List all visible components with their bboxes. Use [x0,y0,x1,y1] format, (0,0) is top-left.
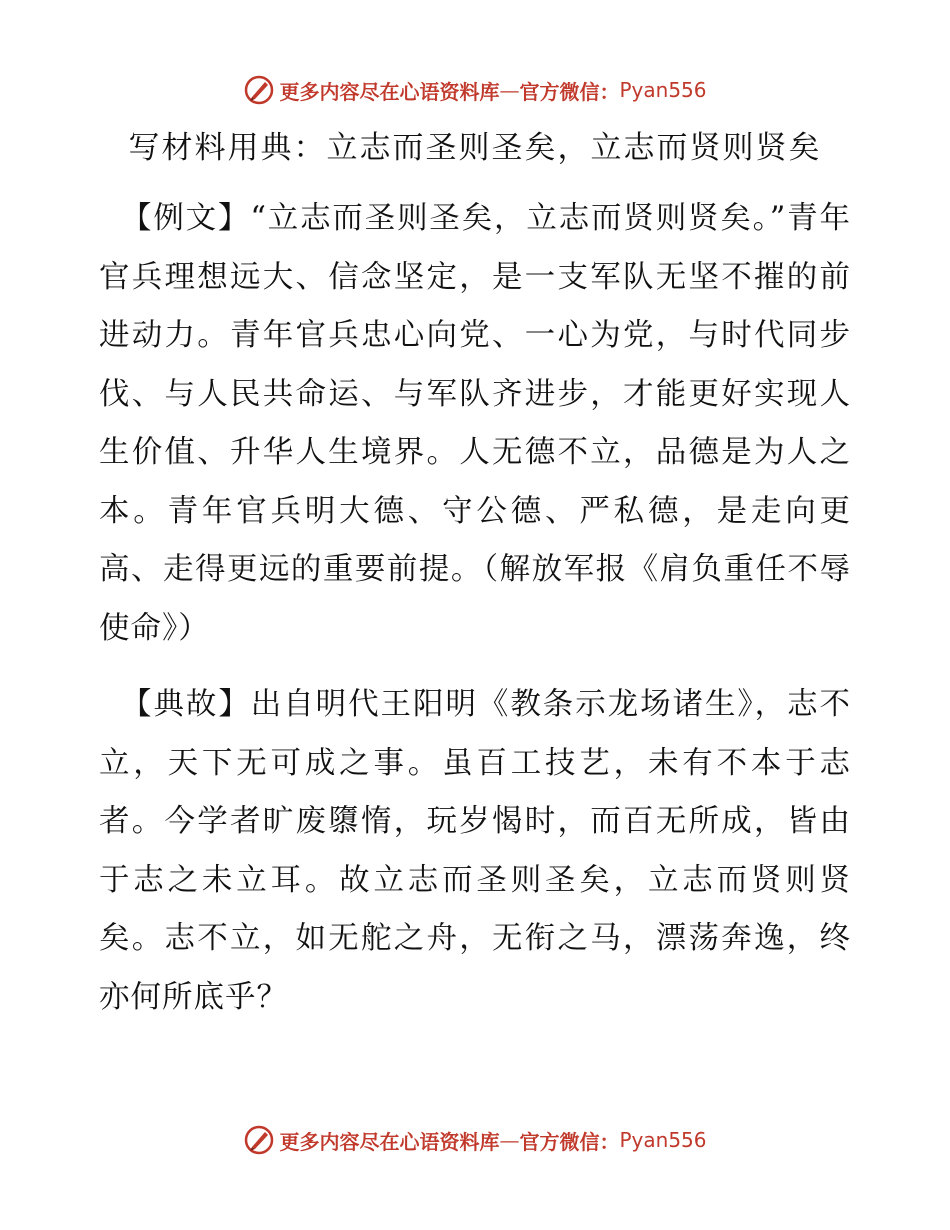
banner-wechat-id: Pyan556 [619,78,707,102]
page-title: 写材料用典：立志而圣则圣矣，立志而贤则贤矣 [128,130,822,166]
banner-wechat-label: 官方微信： [519,1129,620,1154]
banner-text: 更多内容尽在心语资料库 [279,79,500,104]
banner-dash: — [499,1128,520,1152]
pen-logo-icon [243,74,275,106]
example-paragraph [99,190,851,658]
footer-banner [0,1120,950,1160]
allusion-label: 【典故】 [121,687,251,722]
example-label: 【例文】 [121,201,251,236]
banner-text: 更多内容尽在心语资料库 [279,1129,500,1154]
allusion-paragraph [99,676,851,1027]
banner-dash: — [499,78,520,102]
pen-logo-icon [243,1124,275,1156]
example-body: “立志而圣则圣矣，立志而贤则贤矣。”青年官兵理想远大、信念坚定，是一支军队无坚不摧的前进动力。青年官兵忠心向党、一心为党，与时代同步伐、与人民共命运、与军队齐进步，才能更好实现人生价值、升华人生境界。人无德不立，品德是为人之本。青年官兵明大德、守公德、严私德，是走向更高、走得更远的重要前提。（解放军报《肩负重任不辱使命》） [99,201,852,646]
banner-wechat-id: Pyan556 [619,1128,707,1152]
allusion-body: 出自明代王阳明《教条示龙场诸生》，志不立，天下无可成之事。虽百工技艺，未有不本于志者。今学者旷废隳惰，玩岁愒时，而百无所成，皆由于志之未立耳。故立志而圣则圣矣，立志而贤则贤矣。志不立，如无舵之舟，无衔之马，漂荡奔逸，终亦何所底乎？ [99,687,852,1015]
header-banner [0,70,950,110]
banner-wechat-label: 官方微信： [519,79,620,104]
